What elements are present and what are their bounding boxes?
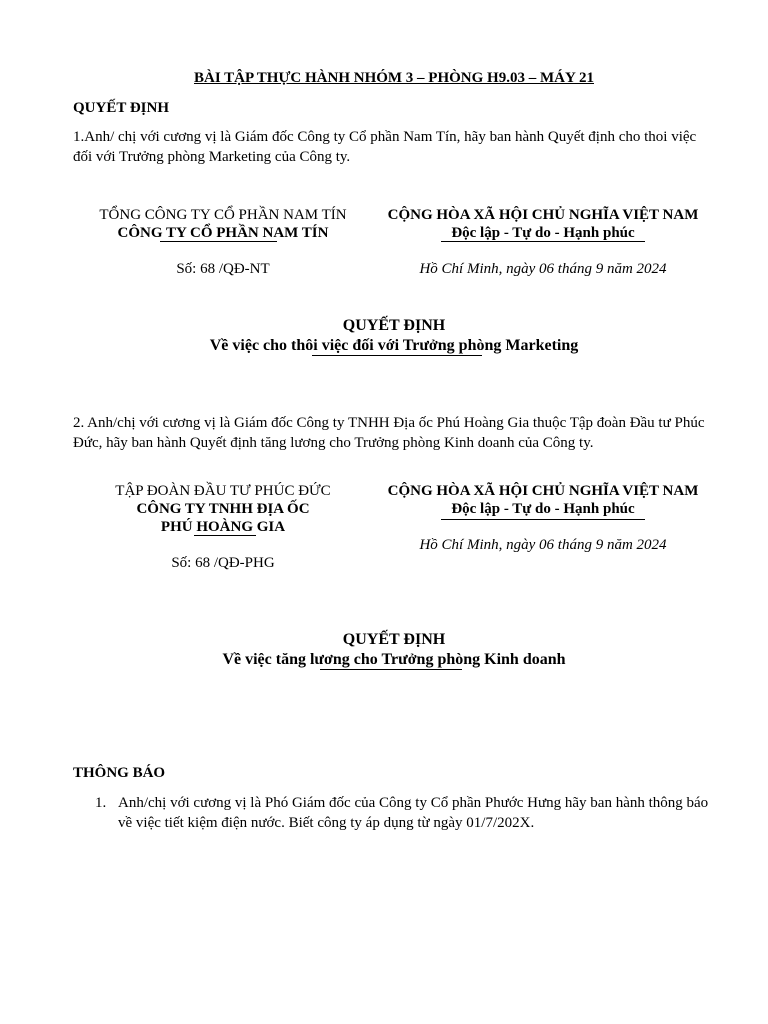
ex2-motto-underline (441, 519, 645, 520)
ex1-decision-title: QUYẾT ĐỊNH (342, 317, 446, 334)
ex2-motto: Độc lập - Tự do - Hạnh phúc (451, 501, 635, 517)
ex1-decision-subject: Về việc cho thôi việc đối với Trưởng phòng Marketing (209, 337, 579, 354)
ex1-place-date: Hồ Chí Minh, ngày 06 tháng 9 năm 2024 (419, 261, 667, 277)
exercise-2-prompt: 2. Anh/chị với cương vị là Giám đốc Công ty TNHH Địa ốc Phú Hoàng Gia thuộc Tập đoàn Đầu tư Phúc Đức, hãy ban hành Quyết định tăng lương cho Trưởng phòng Kinh doanh của Công ty. (73, 415, 705, 451)
ex1-org-parent: TỔNG CÔNG TY CỔ PHẦN NAM TÍN (99, 207, 347, 223)
notice-item-number: 1. (95, 795, 107, 811)
ex2-nation: CỘNG HÒA XÃ HỘI CHỦ NGHĨA VIỆT NAM (387, 483, 699, 499)
notice-item-text: Anh/chị với cương vị là Phó Giám đốc của Công ty Cổ phần Phước Hưng hãy ban hành thông báo về việc tiết kiệm điện nước. Biết công ty áp dụng từ ngày 01/7/202X. (118, 795, 709, 831)
ex2-decision-subject: Về việc tăng lương cho Trưởng phòng Kinh doanh (222, 651, 566, 668)
ex1-motto-underline (441, 241, 645, 242)
ex2-org-name-line2: PHÚ HOÀNG GIA (160, 519, 286, 535)
ex2-org-underline (194, 535, 256, 536)
page-title: BÀI TẬP THỰC HÀNH NHÓM 3 – PHÒNG H9.03 – MÁY 21 (193, 70, 594, 86)
exercise-1-prompt: 1.Anh/ chị với cương vị là Giám đốc Công ty Cổ phần Nam Tín, hãy ban hành Quyết định cho thoi việc đối với Trưởng phòng Marketing của Công ty. (73, 129, 697, 165)
ex2-org-name-line1: CÔNG TY TNHH ĐỊA ỐC (136, 501, 310, 517)
ex1-motto: Độc lập - Tự do - Hạnh phúc (451, 225, 635, 241)
ex2-doc-number: Số: 68 /QĐ-PHG (171, 555, 275, 571)
ex2-decision-title: QUYẾT ĐỊNH (342, 631, 446, 648)
ex2-place-date: Hồ Chí Minh, ngày 06 tháng 9 năm 2024 (419, 537, 667, 553)
section-heading-notice: THÔNG BÁO (73, 765, 166, 781)
section-heading-decision: QUYẾT ĐỊNH (73, 100, 169, 116)
ex1-org-underline (160, 241, 277, 242)
ex1-nation: CỘNG HÒA XÃ HỘI CHỦ NGHĨA VIỆT NAM (387, 207, 699, 223)
ex1-decision-underline (312, 355, 482, 356)
ex1-doc-number: Số: 68 /QĐ-NT (176, 261, 270, 277)
ex2-org-parent: TẬP ĐOÀN ĐẦU TƯ PHÚC ĐỨC (115, 483, 331, 499)
ex2-decision-underline (320, 669, 462, 670)
ex1-org-name: CÔNG TY CỔ PHẦN NAM TÍN (117, 225, 329, 241)
